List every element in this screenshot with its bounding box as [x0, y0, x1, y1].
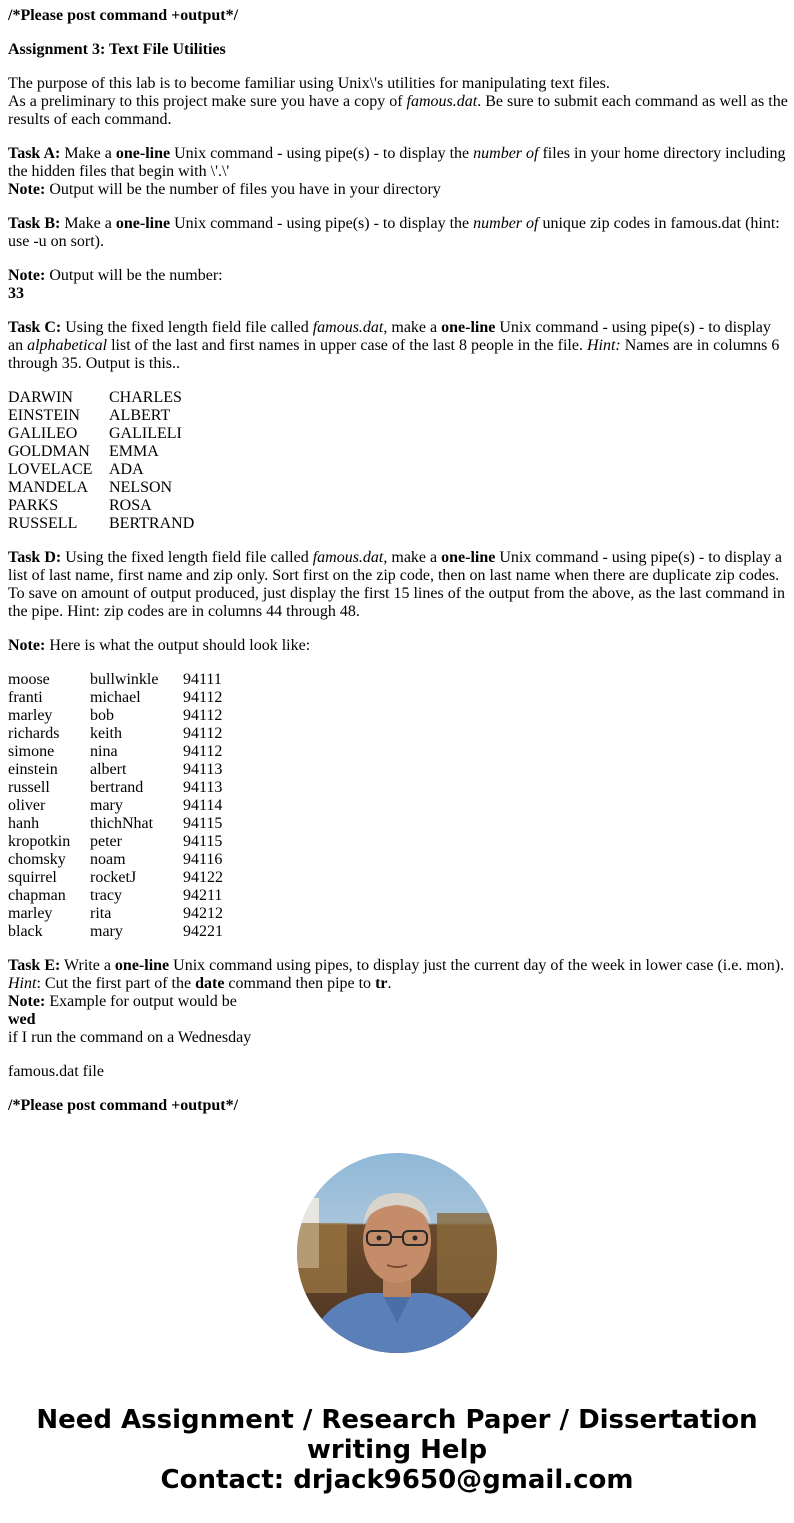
zip-output-row	[8, 671, 223, 689]
zip-output-row-cell: squirrel	[8, 869, 57, 886]
name-output-row-cell: LOVELACE	[8, 461, 93, 478]
zip-output-row	[8, 707, 223, 725]
name-output-row-cell: ADA	[109, 461, 144, 478]
name-output-row-cell: GALILELI	[109, 425, 182, 442]
name-output-row-cell: PARKS	[8, 497, 59, 514]
zip-output-row-cell: 94112	[183, 707, 223, 724]
task-e: Task E: Write a one-line Unix command using pipes, to display just the current day of the week in lower case (i.e. mon). Hint: Cut the first part of the date command then pipe to tr. Note: Example for output would be wed if I run the command on a Wednesday	[8, 957, 785, 1046]
zip-output-row-cell: marley	[8, 905, 53, 922]
footer-contact: Contact: drjack9650@gmail.com	[160, 1465, 634, 1495]
zip-output-row-cell: mary	[90, 797, 123, 814]
zip-output-row-cell: chomsky	[8, 851, 66, 868]
name-output-row-cell: GOLDMAN	[8, 443, 90, 460]
name-output-row-cell: DARWIN	[8, 389, 73, 406]
zip-output-row-cell: kropotkin	[8, 833, 71, 850]
zip-output-row-cell: peter	[90, 833, 122, 850]
zip-output-row-cell: bob	[90, 707, 114, 724]
zip-output-row-cell: 94211	[183, 887, 223, 904]
zip-output-row	[8, 869, 223, 887]
name-output-row	[8, 461, 194, 479]
intro-paragraph: The purpose of this lab is to become familiar using Unix\'s utilities for manipulating text files. As a preliminary to this project make sure you have a copy of famous.dat. Be sure to submit each command as well as the results of each command.	[8, 75, 788, 128]
zip-output-row-cell: russell	[8, 779, 50, 796]
zip-output-row-cell: 94113	[183, 761, 223, 778]
zip-output-row-cell: michael	[90, 689, 141, 706]
author-portrait-icon	[297, 1153, 497, 1353]
task-e-answer: wed	[8, 1011, 36, 1028]
task-b: Task B: Make a one-line Unix command - using pipe(s) - to display the number of unique zip codes in famous.dat (hint: use -u on sort).	[8, 215, 780, 250]
name-output-row-cell: CHARLES	[109, 389, 182, 406]
zip-output-row-cell: 94212	[183, 905, 223, 922]
name-output-row	[8, 515, 194, 533]
zip-output-row-cell: franti	[8, 689, 43, 706]
document	[8, 7, 788, 1131]
zip-output-row-cell: marley	[8, 707, 53, 724]
zip-output-row-cell: 94112	[183, 725, 223, 742]
name-output-row	[8, 443, 194, 461]
task-a: Task A: Make a one-line Unix command - using pipe(s) - to display the number of files in your home directory including the hidden files that begin with \'.\' Note: Output will be the number of files you have in your directory	[8, 145, 786, 198]
name-output-row-cell: EMMA	[109, 443, 159, 460]
zip-output-row-cell: nina	[90, 743, 118, 760]
zip-output-row-cell: rita	[90, 905, 112, 922]
zip-output-row-cell: 94113	[183, 779, 223, 796]
zip-output-row-cell: simone	[8, 743, 55, 760]
zip-output-row	[8, 725, 223, 743]
zip-output-row-cell: 94221	[183, 923, 223, 940]
zip-output-row-cell: 94111	[183, 671, 222, 688]
name-output-row-cell: BERTRAND	[109, 515, 195, 532]
zip-output-row	[8, 815, 223, 833]
zip-output-row-cell: oliver	[8, 797, 46, 814]
name-output-row-cell: MANDELA	[8, 479, 88, 496]
zip-output-row-cell: rocketJ	[90, 869, 137, 886]
zip-output-row-cell: mary	[90, 923, 123, 940]
zip-output-row	[8, 797, 223, 815]
zip-output-row-cell: thichNhat	[90, 815, 154, 832]
zip-output-row	[8, 905, 223, 923]
name-output-row-cell: GALILEO	[8, 425, 78, 442]
task-d-output	[8, 671, 223, 941]
name-output-row-cell: ALBERT	[109, 407, 171, 424]
zip-output-row-cell: 94122	[183, 869, 223, 886]
footer-banner	[0, 1405, 794, 1495]
task-b-note: Note: Output will be the number: 33	[8, 267, 223, 302]
zip-output-row-cell: albert	[90, 761, 127, 778]
zip-output-row-cell: moose	[8, 671, 50, 688]
name-output-row-cell: NELSON	[109, 479, 173, 496]
zip-output-row	[8, 689, 223, 707]
zip-output-row-cell: 94114	[183, 797, 223, 814]
zip-output-row-cell: bullwinkle	[90, 671, 159, 688]
zip-output-row	[8, 761, 223, 779]
zip-output-row	[8, 851, 223, 869]
task-c: Task C: Using the fixed length field file called famous.dat, make a one-line Unix command - using pipe(s) - to display an alphabetical list of the last and first names in upper case of the last 8 people in the file. Hint: Names are in columns 6 through 35. Output is this..	[8, 319, 780, 372]
name-output-row-cell: ROSA	[109, 497, 152, 514]
name-output-row	[8, 407, 194, 425]
zip-output-row	[8, 833, 223, 851]
zip-output-row-cell: 94112	[183, 743, 223, 760]
task-b-answer: 33	[8, 285, 24, 302]
zip-output-row-cell: hanh	[8, 815, 40, 832]
zip-output-row-cell: 94116	[183, 851, 223, 868]
zip-output-row-cell: richards	[8, 725, 60, 742]
zip-output-row-cell: black	[8, 923, 43, 940]
zip-output-row-cell: 94115	[183, 815, 223, 832]
footer-line-1: Need Assignment / Research Paper / Dissertation	[36, 1405, 758, 1435]
name-output-row-cell: RUSSELL	[8, 515, 78, 532]
zip-output-row-cell: 94112	[183, 689, 223, 706]
task-d-note: Note: Here is what the output should look like:	[8, 637, 311, 654]
zip-output-row-cell: bertrand	[90, 779, 144, 796]
zip-output-row-cell: einstein	[8, 761, 58, 778]
footer-line-2: writing Help	[306, 1435, 488, 1465]
name-output-row	[8, 497, 194, 515]
zip-output-row	[8, 887, 223, 905]
famous-dat-file-link[interactable]: famous.dat file	[8, 1063, 104, 1080]
zip-output-row	[8, 743, 223, 761]
zip-output-row	[8, 923, 223, 941]
zip-output-row-cell: chapman	[8, 887, 66, 904]
zip-output-row-cell: 94115	[183, 833, 223, 850]
name-output-row	[8, 479, 194, 497]
assignment-title: Assignment 3: Text File Utilities	[8, 41, 226, 58]
zip-output-row-cell: tracy	[90, 887, 122, 904]
task-c-output	[8, 389, 194, 533]
zip-output-row-cell: keith	[90, 725, 122, 742]
zip-output-row-cell: noam	[90, 851, 126, 868]
author-photo	[297, 1153, 497, 1353]
footer-note: /*Please post command +output*/	[8, 1097, 239, 1114]
name-output-row-cell: EINSTEIN	[8, 407, 80, 424]
name-output-row	[8, 425, 194, 443]
zip-output-row	[8, 779, 223, 797]
task-d: Task D: Using the fixed length field file called famous.dat, make a one-line Unix command - using pipe(s) - to display a list of last name, first name and zip only. Sort first on the zip code, then on last name when there are duplicate zip codes. To save on amount of output produced, just display the first 15 lines of the output from the above, as the last command in the pipe. Hint: zip codes are in columns 44 through 48.	[8, 549, 785, 620]
header-note: /*Please post command +output*/	[8, 7, 239, 24]
name-output-row	[8, 389, 194, 407]
